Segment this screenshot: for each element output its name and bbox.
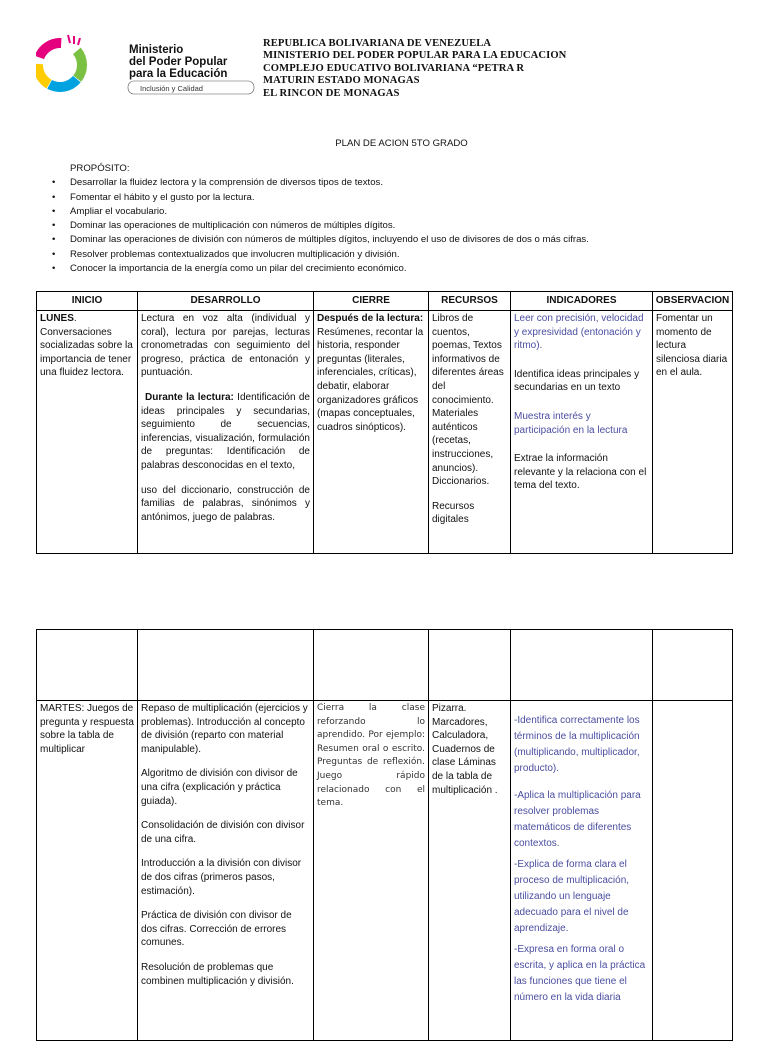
desarrollo-paragraph: Consolidación de división con divisor de una cifra.: [141, 820, 305, 845]
purpose-item: • Resolver problemas contextualizados que involucren multiplicación y división.: [52, 248, 589, 262]
cierre-text: Resúmenes, recontar la historia, responder preguntas (literales, inferenciales, críticas), debatir, elaborar organizadores gráficos (mapas conceptuales, cuadros sinópticos).: [317, 326, 424, 433]
indicador-item: -Aplica la multiplicación para resolver problemas matemáticos de diferentes contextos.: [514, 790, 641, 849]
purpose-item: • Dominar las operaciones de división con números de múltiples dígitos, incluyendo el uso de divisores de dos o más cifras.: [52, 233, 589, 247]
desarrollo-paragraph: uso del diccionario, construcción de familias de palabras, sinónimos y antónimos, juego de palabras.: [141, 484, 310, 523]
table-row-martes: [37, 701, 733, 1041]
martes-observacion: [653, 701, 733, 1041]
desarrollo-paragraph: Repaso de multiplicación (ejercicios y problemas). Introducción al concepto de división (reparto con material manipulable).: [141, 703, 308, 755]
martes-desarrollo: [138, 701, 314, 1041]
header-desarrollo: DESARROLLO: [138, 292, 314, 311]
table-header-row: [37, 292, 733, 311]
header-line: MINISTERIO DEL PODER POPULAR PARA LA EDUCACION: [263, 50, 567, 62]
indicador-item: -Explica de forma clara el proceso de multiplicación, utilizando un lenguaje adecuado para el nivel de aprendizaje.: [514, 859, 630, 934]
purpose-item: • Fomentar el hábito y el gusto por la lectura.: [52, 191, 589, 205]
martes-inicio: MARTES: Juegos de pregunta y respuesta sobre la tabla de multiplicar: [37, 701, 138, 1041]
plan-table-martes: [36, 629, 733, 1041]
desarrollo-paragraph: Identificación de ideas principales y secundarias, seguimiento de secuencias, inferencias, visualización, formulación de preguntas: Identificación de palabras desconocidas en el texto,: [141, 391, 310, 471]
purpose-item: • Dominar las operaciones de multiplicación con números de múltiples dígitos.: [52, 219, 589, 233]
purpose-item: • Desarrollar la fluidez lectora y la comprensión de diversos tipos de textos.: [52, 176, 589, 190]
recursos-text: Recursos digitales: [432, 500, 475, 526]
lunes-desarrollo: [138, 311, 314, 554]
indicador-item: Muestra interés y participación en la lectura: [514, 410, 628, 436]
header-cierre: CIERRE: [314, 292, 429, 311]
desarrollo-paragraph: Lectura en voz alta (individual y coral), lectura por parejas, lecturas cronometradas con seguimiento del progreso, práctica de entonación y puntuación.: [141, 313, 310, 379]
logo-line-2: del Poder Popular: [129, 56, 228, 68]
page-title: PLAN DE ACION 5TO GRADO: [335, 138, 468, 149]
desarrollo-paragraph: Resolución de problemas que combinen multiplicación y división.: [141, 961, 294, 987]
header-line: MATURIN ESTADO MONAGAS: [263, 75, 420, 87]
purpose-label: PROPÓSITO:: [70, 163, 130, 174]
lunes-observacion: Fomentar un momento de lectura silenciosa diaria en el aula.: [653, 311, 733, 554]
table-row-lunes: [37, 311, 733, 554]
empty-row: [37, 630, 733, 701]
plan-table-lunes: [36, 291, 733, 554]
school-header: [263, 38, 566, 100]
logo-line-3: para la Educación: [129, 68, 228, 80]
purpose-item: • Ampliar el vocabulario.: [52, 205, 589, 219]
desarrollo-paragraph: Algoritmo de división con divisor de una cifra (explicación y práctica guiada).: [141, 768, 298, 807]
ministry-logo: [36, 33, 258, 98]
header-observacion: OBSERVACION: [653, 292, 733, 311]
purpose-list: [52, 176, 589, 276]
lunes-recursos: [429, 311, 511, 554]
header-line: EL RINCON DE MONAGAS: [263, 87, 400, 99]
header-recursos: RECURSOS: [429, 292, 511, 311]
martes-indicadores: [511, 701, 653, 1041]
lunes-inicio: LUNES. Conversaciones socializadas sobre la importancia de tener una fluidez lectora.: [37, 311, 138, 554]
indicador-item: Identifica ideas principales y secundarias en un texto: [514, 368, 640, 394]
purpose-item: • Conocer la importancia de la energía como un pilar del crecimiento económico.: [52, 262, 589, 276]
purpose-section: [52, 162, 589, 276]
lunes-indicadores: [511, 311, 653, 554]
logo-tagline: Inclusión y Calidad: [140, 84, 203, 93]
indicador-item: -Identifica correctamente los términos de la multiplicación (multiplicando, multiplicador, producto).: [514, 715, 640, 774]
header-line: REPUBLICA BOLIVARIANA DE VENEZUELA: [263, 38, 492, 49]
cierre-label: Después de la lectura:: [317, 313, 424, 324]
martes-recursos: Pizarra. Marcadores, Calculadora, Cuadernos de clase Láminas de la tabla de multiplicación .: [429, 701, 511, 1041]
header-indicadores: INDICADORES: [511, 292, 653, 311]
indicador-item: -Expresa en forma oral o escrita, y aplica en la práctica las funciones que tiene el número en la vida diaria: [514, 944, 646, 1003]
desarrollo-paragraph: Práctica de división con divisor de dos cifras. Corrección de errores comunes.: [141, 910, 292, 949]
desarrollo-label: Durante la lectura:: [145, 391, 234, 403]
indicador-item: Extrae la información relevante y la relaciona con el tema del texto.: [514, 453, 647, 492]
lunes-cierre: [314, 311, 429, 554]
recursos-text: Libros de cuentos, poemas, Textos informativos de diferentes áreas del conocimiento. Materiales auténticos (recetas, instrucciones, anuncios). Diccionarios.: [432, 313, 504, 488]
inicio-text: Conversaciones socializadas sobre la importancia de tener una fluidez lectora.: [40, 326, 133, 379]
desarrollo-paragraph: Introducción a la división con divisor de dos cifras (primeros pasos, estimación).: [141, 858, 302, 897]
header-inicio: INICIO: [37, 292, 138, 311]
day-label: LUNES: [40, 313, 74, 324]
logo-line-1: Ministerio: [129, 44, 184, 56]
martes-cierre: Cierra la clase reforzando lo aprendido. Por ejemplo: Resumen oral o escrito. Preguntas de reflexión. Juego rápido relacionado con el tema.: [314, 701, 429, 1041]
indicador-item: Leer con precisión, velocidad y expresividad (entonación y ritmo).: [514, 313, 644, 352]
header-line: COMPLEJO EDUCATIVO BOLIVARIANA “PETRA R: [263, 62, 525, 74]
